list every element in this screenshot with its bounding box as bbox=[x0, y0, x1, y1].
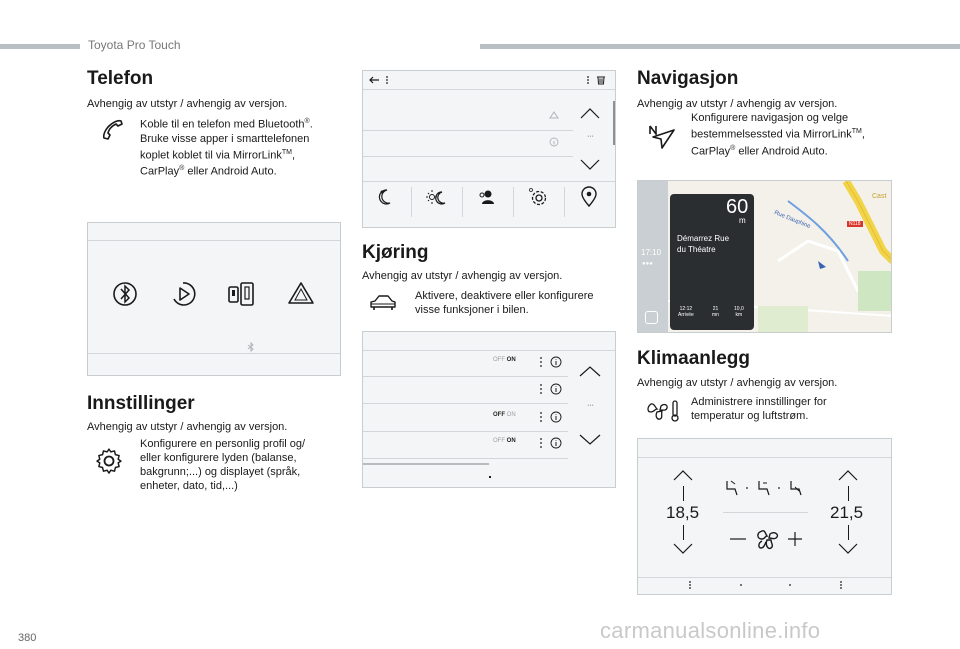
temp-left-tick-bottom bbox=[683, 525, 684, 540]
toggle-1[interactable]: OFF ON bbox=[493, 357, 516, 363]
innstillinger-description: Konfigurere en personlig profil og/ eller konfigurere lyden (balanse, bakgrunn;...) og displayet (språk, enheter, dato, tid,...) bbox=[140, 438, 306, 492]
toggle-3[interactable]: OFF ON bbox=[493, 438, 516, 444]
guidance-distance: 60 bbox=[726, 196, 749, 218]
temp-left-down-icon[interactable] bbox=[672, 543, 694, 555]
mirror-screen-icon[interactable] bbox=[226, 279, 258, 309]
row2-menu-info-icon[interactable] bbox=[539, 383, 563, 395]
temp-right-value: 21,5 bbox=[830, 503, 864, 522]
bluetooth-phone-icon[interactable] bbox=[110, 279, 140, 309]
play-circle-icon[interactable] bbox=[168, 279, 198, 309]
header-title: Toyota Pro Touch bbox=[88, 38, 181, 52]
temp-left-tick-top bbox=[683, 486, 684, 501]
info-icon bbox=[549, 137, 559, 147]
telefon-title: Telefon bbox=[87, 68, 154, 89]
page-indicator-dot bbox=[489, 476, 491, 478]
guidance-instruction: Démarrez Rue du Théatre bbox=[677, 234, 730, 254]
telefon-screen bbox=[87, 222, 341, 376]
climate-screen bbox=[637, 438, 892, 595]
temp-left-value: 18,5 bbox=[666, 503, 700, 522]
driving-down-chevron-icon[interactable] bbox=[578, 434, 602, 446]
night-mode-icon[interactable] bbox=[379, 189, 397, 205]
page-number: 380 bbox=[18, 632, 37, 644]
watermark: carmanualsonline.info bbox=[600, 618, 821, 643]
profile-icon[interactable] bbox=[478, 189, 496, 205]
navigasjon-title: Navigasjon bbox=[637, 68, 739, 89]
road-badge: N118 bbox=[849, 221, 861, 227]
temp-right-up-icon[interactable] bbox=[837, 469, 859, 481]
place-label: Cast bbox=[872, 193, 887, 200]
airflow-modes-icon[interactable] bbox=[723, 477, 813, 499]
eta-arrival: 12:12 Arrivée bbox=[678, 306, 694, 318]
navigation-arrow-icon bbox=[648, 122, 676, 150]
kjoring-description: Aktivere, deaktivere eller konfigurere visse funksjoner i bilen. bbox=[415, 290, 594, 316]
telefon-description: Koble til en telefon med Bluetooth®. Bruke visse apper i smarttelefonen koplet koblet til via MirrorLink™, CarPlay® eller Android Auto. bbox=[140, 118, 313, 178]
phone-icon bbox=[100, 118, 126, 144]
location-gear-icon[interactable] bbox=[580, 187, 598, 207]
row4-menu-info-icon[interactable] bbox=[539, 437, 563, 449]
scrollbar[interactable] bbox=[613, 101, 615, 145]
innstillinger-subtitle: Avhengig av utstyr / avhengig av versjon. bbox=[87, 421, 288, 433]
guidance-distance-unit: m bbox=[739, 216, 746, 225]
delete-icon[interactable] bbox=[585, 75, 611, 85]
temp-right-down-icon[interactable] bbox=[837, 543, 859, 555]
header-bar-left bbox=[0, 44, 80, 49]
toggle-2[interactable]: OFF ON bbox=[493, 412, 516, 418]
car-icon bbox=[368, 293, 398, 313]
temp-left-up-icon[interactable] bbox=[672, 469, 694, 481]
scroll-up-chevron-icon[interactable] bbox=[579, 107, 601, 119]
settings-screen bbox=[362, 70, 616, 228]
config-gear-icon[interactable] bbox=[528, 187, 548, 207]
navigation-screen bbox=[637, 180, 892, 333]
header-bar-right bbox=[480, 44, 960, 49]
scroll-ellipsis: ··· bbox=[587, 133, 594, 140]
eta-duration: 21 mn bbox=[712, 306, 719, 318]
temp-right-tick-bottom bbox=[848, 525, 849, 540]
warning-icon bbox=[549, 111, 559, 119]
nav-dots: ●●● bbox=[642, 261, 653, 267]
climate-bottom-controls[interactable] bbox=[686, 580, 846, 590]
eta-remaining: 10,0 km bbox=[734, 306, 744, 318]
row1-menu-info-icon[interactable] bbox=[539, 356, 563, 368]
kjoring-title: Kjøring bbox=[362, 242, 429, 263]
navigasjon-subtitle: Avhengig av utstyr / avhengig av versjon. bbox=[637, 98, 838, 110]
day-night-icon[interactable] bbox=[425, 189, 449, 205]
driving-screen bbox=[362, 331, 616, 488]
temp-right-tick-top bbox=[848, 486, 849, 501]
klimaanlegg-title: Klimaanlegg bbox=[637, 348, 750, 369]
bluetooth-status-icon bbox=[247, 342, 255, 352]
driving-scroll-ellipsis: ··· bbox=[587, 402, 594, 409]
row3-menu-info-icon[interactable] bbox=[539, 411, 563, 423]
fan-speed-control[interactable] bbox=[726, 525, 806, 553]
klimaanlegg-subtitle: Avhengig av utstyr / avhengig av versjon. bbox=[637, 377, 838, 389]
climate-fan-icon bbox=[645, 398, 681, 424]
innstillinger-title: Innstillinger bbox=[87, 393, 195, 414]
navigasjon-description: Konfigurere navigasjon og velge bestemmelsessted via MirrorLink™, CarPlay® eller Android Auto. bbox=[691, 112, 865, 158]
kjoring-subtitle: Avhengig av utstyr / avhengig av versjon. bbox=[362, 270, 563, 282]
street-label: Rue Dauphine bbox=[773, 210, 812, 230]
back-arrow-icon[interactable] bbox=[369, 75, 395, 85]
scroll-down-chevron-icon[interactable] bbox=[579, 159, 601, 171]
klimaanlegg-description: Administrere innstillinger for temperatur og luftstrøm. bbox=[691, 396, 827, 422]
driving-up-chevron-icon[interactable] bbox=[578, 365, 602, 377]
carplay-icon[interactable] bbox=[286, 279, 316, 309]
telefon-subtitle: Avhengig av utstyr / avhengig av versjon. bbox=[87, 98, 288, 110]
horizontal-scrollbar[interactable] bbox=[363, 463, 489, 465]
nav-clock: 17:10 bbox=[641, 248, 662, 257]
settings-gear-icon bbox=[95, 447, 123, 475]
nav-home-button[interactable] bbox=[645, 311, 658, 324]
